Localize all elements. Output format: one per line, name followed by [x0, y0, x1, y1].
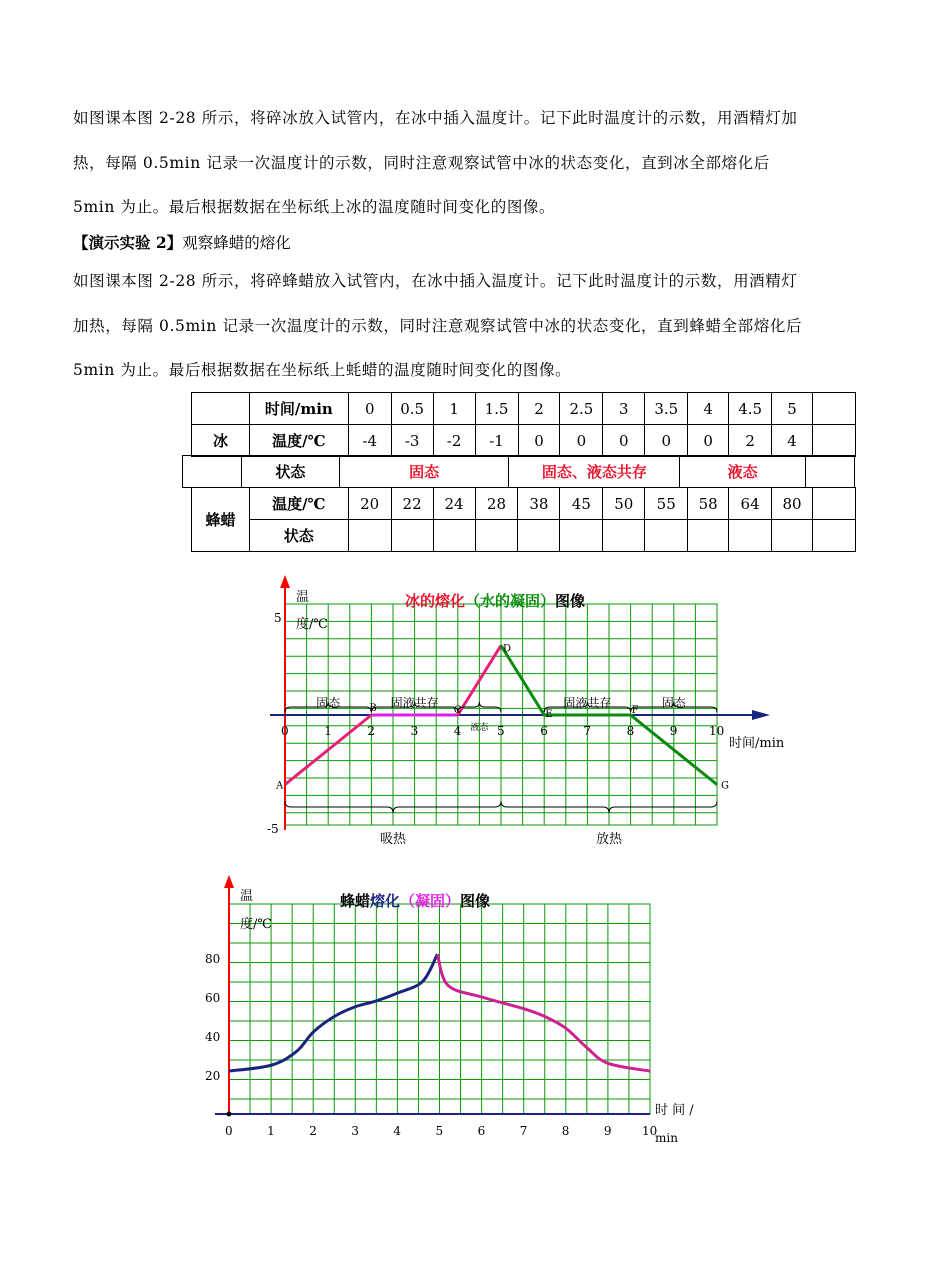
paragraph-line: 5min 为止。最后根据数据在坐标纸上蚝蜡的温度随时间变化的图像。 [73, 361, 572, 379]
wax-temp-cell: 24 [433, 488, 475, 520]
x-tick-label: 4 [453, 724, 462, 738]
state-solid: 固态 [339, 456, 509, 488]
chart-title [340, 892, 490, 910]
melt-line [285, 715, 371, 785]
empty-cell [729, 520, 772, 552]
grid-border [285, 604, 717, 825]
state-header: 状态 [249, 520, 348, 552]
y-tick-label: 80 [205, 952, 221, 966]
x-tick-label: 2 [309, 1124, 317, 1138]
empty-cell [772, 520, 813, 552]
x-tick-label: 1 [324, 724, 332, 738]
paragraph-line: 如图课本图 2-28 所示，将碎冰放入试管内，在冰中插入温度计。记下此时温度计的示数，用酒精灯加 [73, 109, 798, 127]
empty-cell [603, 520, 645, 552]
freeze-curve [437, 954, 650, 1071]
ice-temp-cell: 0 [518, 425, 560, 457]
ice-temp-cell: -2 [433, 425, 475, 457]
region-brace [544, 702, 630, 712]
region-brace [631, 702, 717, 712]
x-tick-label: 3 [410, 724, 419, 738]
empty-cell [806, 456, 855, 488]
point-label: D [503, 643, 512, 655]
y-axis-arrow [280, 575, 290, 588]
title-black: 图像 [460, 892, 491, 910]
x-axis-label: 时间/min [729, 736, 785, 751]
ice-temp-row [192, 425, 856, 457]
empty-cell [348, 520, 391, 552]
y-tick-label: 5 [274, 611, 282, 625]
region-label: 固态 [316, 696, 341, 710]
heading-text: 观察蜂蜡的熔化 [182, 234, 291, 252]
x-tick-label: 1 [267, 1124, 275, 1138]
bottom-label: 放热 [595, 832, 623, 847]
melt-line [458, 645, 501, 715]
x-tick-label: 8 [561, 1124, 570, 1138]
wax-state-row [192, 520, 856, 552]
chart-text [267, 590, 785, 847]
heading-bracket: 【演示实验 2】 [73, 233, 183, 252]
region-brace [458, 702, 501, 712]
chart-axes [215, 875, 650, 1116]
x-tick-label: 5 [497, 724, 505, 738]
empty-cell [813, 520, 856, 552]
x-tick-label: 4 [393, 1124, 402, 1138]
x-tick-label: 7 [583, 724, 592, 738]
empty-cell [813, 488, 856, 520]
ice-temp-cell: 0 [645, 425, 688, 457]
y-tick-label: 60 [205, 991, 221, 1005]
chart-grid [285, 604, 717, 825]
paragraph-line: 热，每隔 0.5min 记录一次温度计的示数，同时注意观察试管中冰的状态变化，直到冰全部熔化后 [73, 153, 770, 172]
x-tick-label: 7 [519, 1124, 528, 1138]
melt-curve [229, 954, 437, 1071]
empty-cell [475, 520, 518, 552]
temp-header: 温度/℃ [249, 425, 348, 457]
freeze-line [501, 645, 717, 784]
ice-state-row [183, 456, 855, 488]
ice-temp-cell: 2 [729, 425, 772, 457]
time-row [192, 393, 856, 425]
x-tick-label: 2 [367, 724, 376, 738]
wax-temp-cell: 20 [348, 488, 391, 520]
data-table-top [191, 392, 856, 457]
state-coexist: 固态、液态共存 [509, 456, 680, 488]
time-cell: 5 [772, 393, 813, 425]
wax-temp-cell: 28 [475, 488, 518, 520]
x-tick-label: 8 [626, 724, 635, 738]
bottom-brace [501, 801, 717, 813]
state-liquid: 液态 [680, 456, 806, 488]
time-cell: 1.5 [475, 393, 518, 425]
time-cell: 4.5 [729, 393, 772, 425]
region-label: 固液共存 [563, 696, 612, 710]
title-red: 冰的熔化 [405, 592, 466, 610]
bottom-label: 吸热 [379, 832, 407, 847]
grid-border [229, 904, 650, 1114]
paragraph-line: 5min 为止。最后根据数据在坐标纸上冰的温度随时间变化的图像。 [73, 198, 556, 216]
wax-temp-cell: 55 [645, 488, 688, 520]
empty-cell [560, 520, 603, 552]
time-header: 时间/min [249, 393, 348, 425]
region-label: 固态 [661, 696, 686, 710]
empty-cell [518, 520, 560, 552]
x-tick-label: 0 [225, 1124, 233, 1138]
x-tick-label: 5 [435, 1124, 444, 1138]
x-axis-label: 时 间 / [655, 1103, 694, 1118]
point-label: E [545, 709, 553, 720]
y-axis-arrow [224, 875, 234, 888]
ice-temp-cell: 0 [603, 425, 645, 457]
chart-text [205, 889, 694, 1145]
wax-label: 蜂蜡 [192, 488, 250, 552]
wax-temp-cell: 50 [603, 488, 645, 520]
y-tick-label: -5 [267, 822, 279, 836]
point-label: B [369, 703, 377, 714]
paragraph-ice [73, 96, 873, 230]
time-cell: 2 [518, 393, 560, 425]
chart-title [405, 592, 585, 610]
title-blue: 熔化 [370, 892, 401, 910]
paragraph-line: 加热，每隔 0.5min 记录一次温度计的示数，同时注意观察试管中冰的状态变化，直到蜂蜡全部熔化后 [73, 316, 803, 335]
ice-temp-cell: -3 [391, 425, 433, 457]
ice-temp-cell: 0 [688, 425, 729, 457]
time-cell: 1 [433, 393, 475, 425]
y-axis-label: 温 [240, 889, 254, 904]
y-axis-label: 温 [296, 590, 310, 605]
paragraph-wax [73, 259, 873, 393]
region-label: 固液共存 [390, 696, 439, 710]
data-table-wax [191, 487, 856, 552]
point-label: F [631, 705, 639, 716]
wax-temp-row [192, 488, 856, 520]
time-cell: 4 [688, 393, 729, 425]
x-tick-label: 9 [669, 724, 678, 738]
x-axis-label: min [655, 1131, 678, 1145]
chart-grid [229, 904, 650, 1114]
point-label: A [276, 780, 284, 792]
wax-temp-cell: 38 [518, 488, 560, 520]
wax-temp-cell: 22 [391, 488, 433, 520]
title-black: 图像 [555, 592, 586, 610]
wax-temp-cell: 58 [688, 488, 729, 520]
empty-cell [645, 520, 688, 552]
time-cell: 0.5 [391, 393, 433, 425]
x-tick-label: 6 [540, 724, 548, 738]
empty-cell [813, 425, 856, 457]
point-label: G [721, 780, 729, 792]
region-label: 液态 [470, 723, 489, 733]
chart-axes [270, 575, 770, 830]
empty-cell [688, 520, 729, 552]
paragraph-line: 如图课本图 2-28 所示，将碎蜂蜡放入试管内，在冰中插入温度计。记下此时温度计的示数，用酒精灯 [73, 272, 798, 290]
x-tick-label: 0 [281, 724, 289, 738]
state-row-table [182, 455, 855, 488]
ice-temp-cell: -1 [475, 425, 518, 457]
state-header: 状态 [241, 456, 339, 488]
empty-cell [192, 393, 250, 425]
empty-cell [813, 393, 856, 425]
x-axis-arrow [752, 710, 770, 720]
bottom-brace [285, 801, 501, 813]
title-green: （水的凝固） [465, 592, 556, 610]
y-axis-label: 度/℃ [240, 917, 272, 932]
time-cell: 3.5 [645, 393, 688, 425]
wax-temp-cell: 80 [772, 488, 813, 520]
region-brace [285, 702, 371, 712]
temp-header: 温度/℃ [249, 488, 348, 520]
time-cell: 3 [603, 393, 645, 425]
title-magenta: （凝固） [400, 892, 461, 910]
x-tick-label: 10 [709, 724, 725, 738]
wax-temp-cell: 64 [729, 488, 772, 520]
experiment-heading [73, 230, 291, 256]
chart-lines [285, 645, 717, 813]
chart-lines [227, 954, 651, 1116]
empty-cell [183, 456, 242, 488]
empty-cell [391, 520, 433, 552]
ice-label: 冰 [192, 425, 250, 457]
time-cell: 0 [348, 393, 391, 425]
x-tick-label: 3 [351, 1124, 359, 1138]
y-tick-label: 40 [205, 1030, 221, 1044]
y-axis-label: 度/℃ [296, 617, 328, 632]
x-tick-label: 10 [642, 1124, 658, 1138]
x-tick-label: 9 [603, 1124, 612, 1138]
wax-temp-cell: 45 [560, 488, 603, 520]
title-black: 蜂蜡 [340, 892, 371, 910]
y-tick-label: 20 [205, 1069, 221, 1083]
empty-cell [433, 520, 475, 552]
ice-temp-cell: 4 [772, 425, 813, 457]
point-label: C [453, 705, 462, 716]
origin-dot [227, 1112, 232, 1117]
ice-temp-cell: -4 [348, 425, 391, 457]
region-brace [371, 702, 457, 712]
x-tick-label: 6 [477, 1124, 486, 1138]
time-cell: 2.5 [560, 393, 603, 425]
ice-temp-cell: 0 [560, 425, 603, 457]
